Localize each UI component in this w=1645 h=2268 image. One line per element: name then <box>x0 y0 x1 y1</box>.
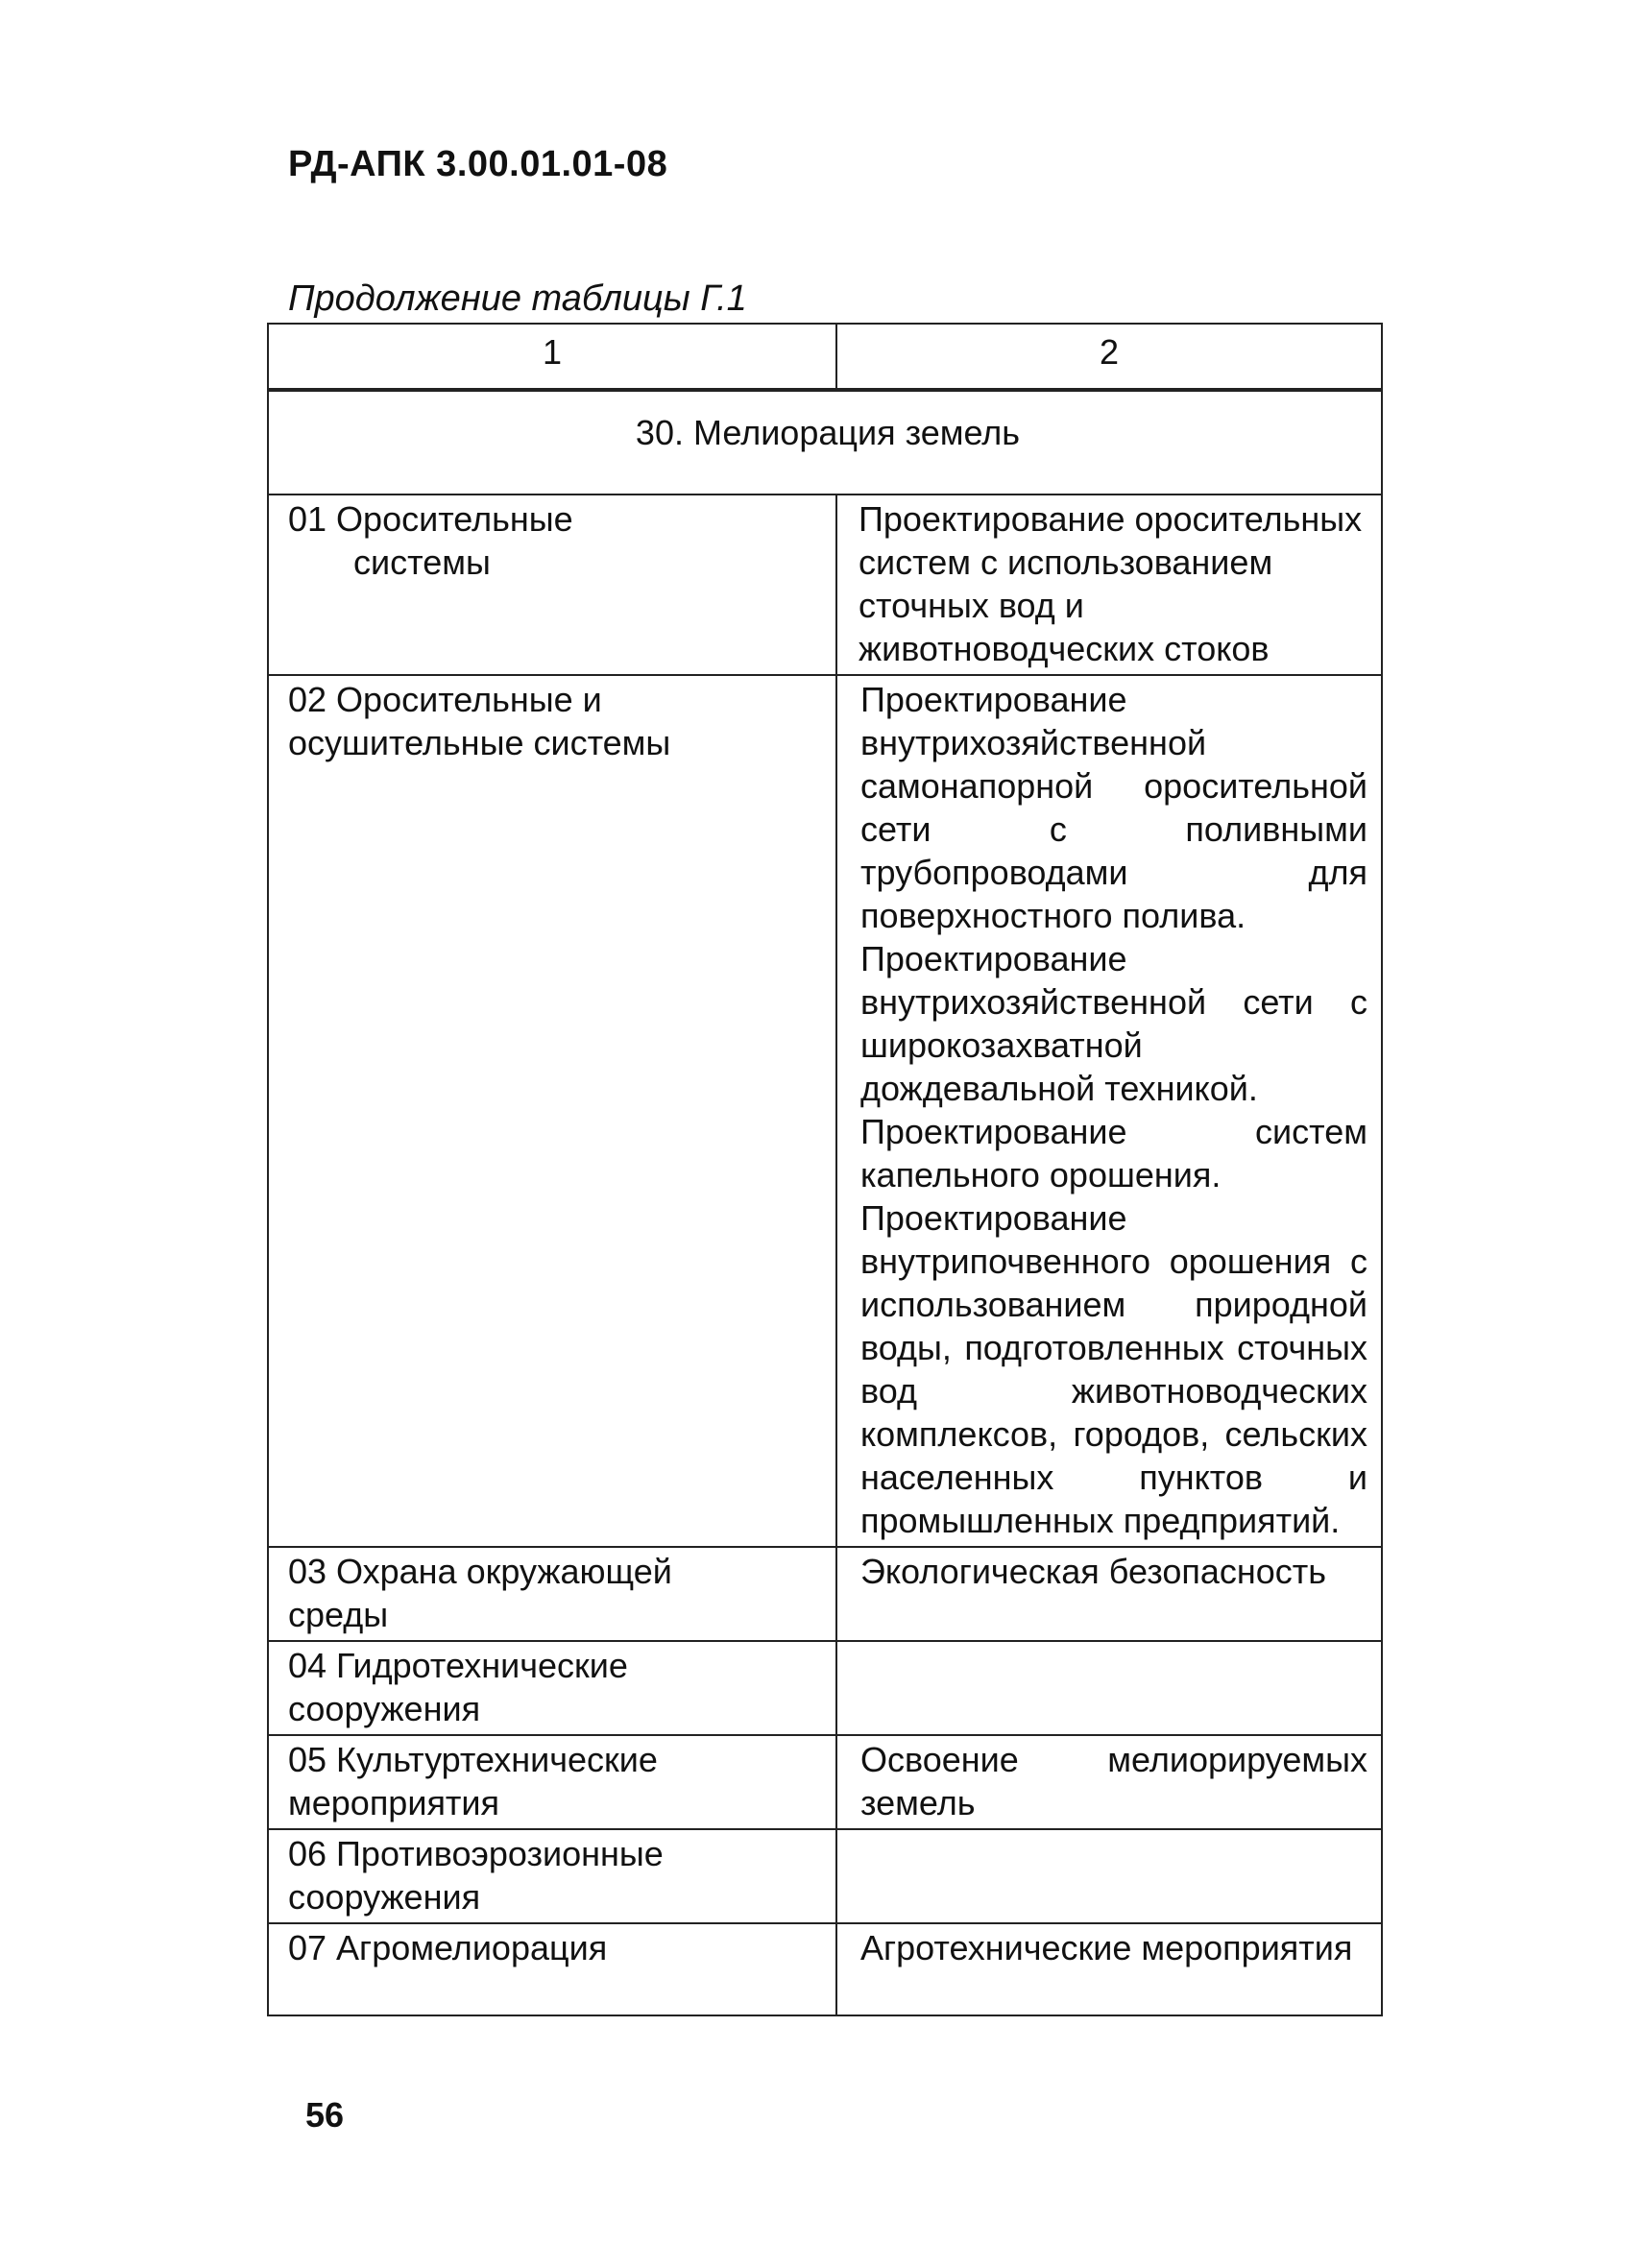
column-header-1: 1 <box>268 324 836 390</box>
table-row <box>268 1547 1382 1641</box>
row-label: 06 Противоэрозионные сооружения <box>268 1829 836 1923</box>
row-label-line: системы <box>353 543 491 582</box>
description-paragraph: Проектирование внутрипочвенного орошения с использованием природной воды, подготовленных сточных вод животноводческих комплексов, городов, сельских населенных пунктов и промышленных предприятий. <box>860 1198 1367 1540</box>
page-number: 56 <box>305 2095 345 2135</box>
row-label: 07 Агромелиорация <box>268 1923 836 2015</box>
row-description: Экологическая безопасность <box>836 1547 1382 1641</box>
table-row <box>268 495 1382 675</box>
table-row <box>268 1923 1382 2015</box>
section-title: 30. Мелиорация земель <box>268 390 1382 495</box>
classification-table <box>267 323 1383 2016</box>
table-row <box>268 1829 1382 1923</box>
row-description <box>836 1829 1382 1923</box>
table-row <box>268 1735 1382 1829</box>
description-paragraph: Проектирование внутрихозяйственной самонапорной оросительной сети с поливными трубопроводами для поверхностного полива. <box>860 680 1367 935</box>
document-code: РД-АПК 3.00.01.01-08 <box>288 144 668 184</box>
row-label-line: 01 Оросительные <box>288 499 573 539</box>
table-caption: Продолжение таблицы Г.1 <box>288 278 747 319</box>
row-description: Освоение мелиорируемых земель <box>836 1735 1382 1829</box>
table-header-row <box>268 324 1382 390</box>
row-description <box>836 675 1382 1547</box>
table-row <box>268 675 1382 1547</box>
section-row <box>268 390 1382 495</box>
row-description: Проектирование оросительных систем с использованием сточных вод и животноводческих стоков <box>836 495 1382 675</box>
description-paragraph: Проектирование систем капельного орошения. <box>860 1112 1367 1194</box>
description-paragraph: Проектирование внутрихозяйственной сети с широкозахватной дождевальной техникой. <box>860 939 1367 1108</box>
row-label: 02 Оросительные и осушительные системы <box>268 675 836 1547</box>
table-row <box>268 1641 1382 1735</box>
row-label <box>268 495 836 675</box>
row-label: 05 Культуртехнические мероприятия <box>268 1735 836 1829</box>
row-description <box>836 1641 1382 1735</box>
row-description: Агротехнические мероприятия <box>836 1923 1382 2015</box>
row-label: 03 Охрана окружающей среды <box>268 1547 836 1641</box>
column-header-2: 2 <box>836 324 1382 390</box>
row-label: 04 Гидротехнические сооружения <box>268 1641 836 1735</box>
